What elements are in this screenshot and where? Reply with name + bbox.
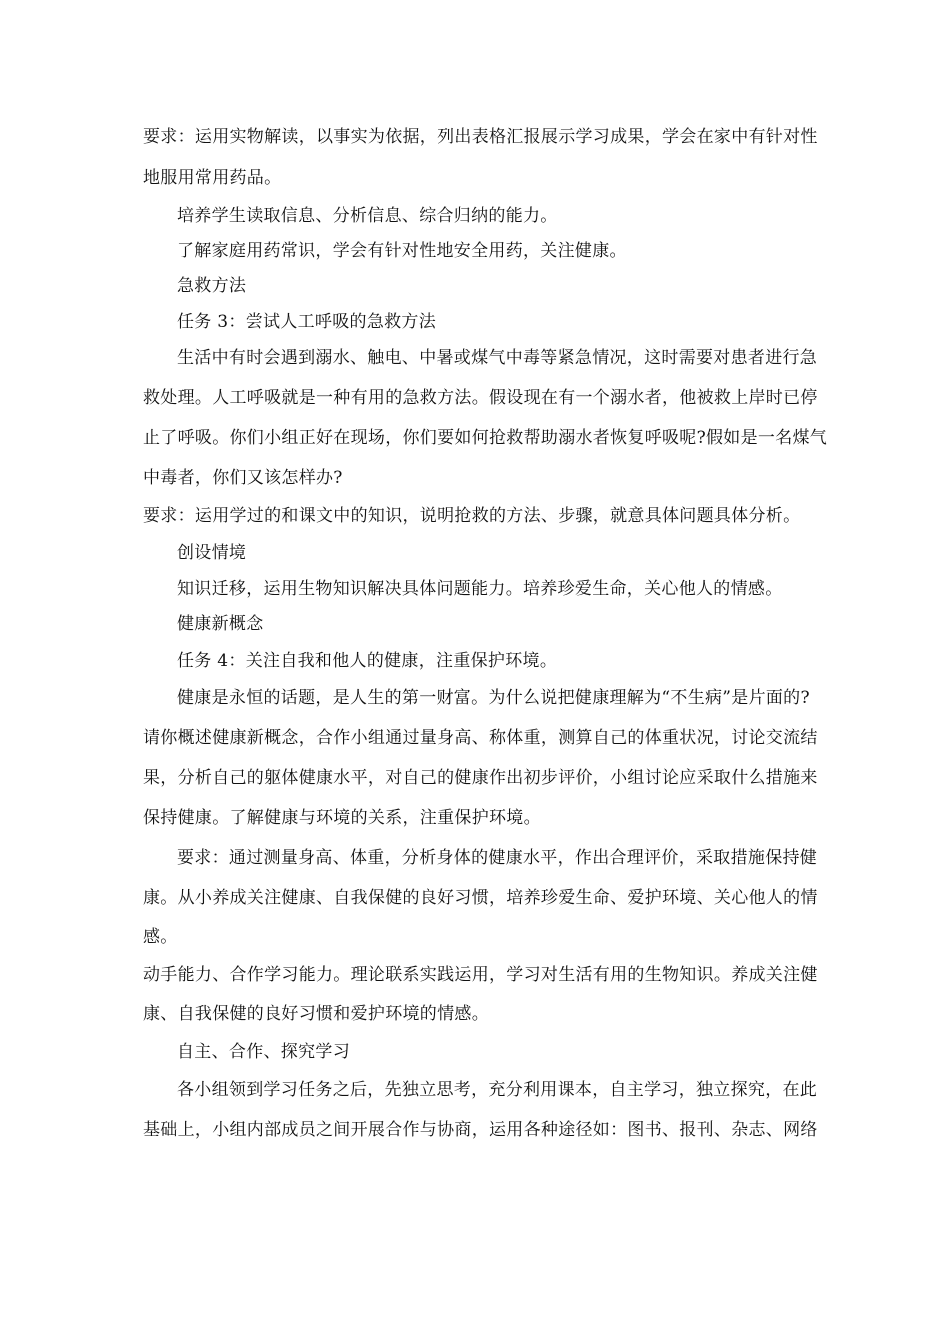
section-heading: 自主、合作、探究学习	[177, 1042, 350, 1062]
paragraph-line: 感。	[143, 927, 178, 947]
paragraph-line: 地服用常用药品。	[143, 168, 282, 188]
task-heading: 任务 3：尝试人工呼吸的急救方法	[177, 312, 437, 332]
section-heading: 健康新概念	[177, 614, 264, 634]
paragraph-line: 健康是永恒的话题，是人生的第一财富。为什么说把健康理解为“不生病”是片面的?	[177, 688, 810, 708]
paragraph-line: 基础上，小组内部成员之间开展合作与协商，运用各种途径如：图书、报刊、杂志、网络	[143, 1120, 818, 1140]
paragraph-line: 要求：运用学过的和课文中的知识，说明抢救的方法、步骤，就意具体问题具体分析。	[143, 506, 801, 526]
paragraph-line: 知识迁移，运用生物知识解决具体问题能力。培养珍爱生命，关心他人的情感。	[177, 579, 783, 599]
section-heading: 创设情境	[177, 543, 247, 563]
paragraph-line: 生活中有时会遇到溺水、触电、中暑或煤气中毒等紧急情况，这时需要对患者进行急	[177, 348, 818, 368]
paragraph-line: 要求：运用实物解读，以事实为依据，列出表格汇报展示学习成果，学会在家中有针对性	[143, 127, 818, 147]
section-heading: 急救方法	[177, 276, 247, 296]
paragraph-line: 止了呼吸。你们小组正好在现场，你们要如何抢救帮助溺水者恢复呼吸呢?假如是一名煤气	[143, 428, 828, 448]
paragraph-line: 果，分析自己的躯体健康水平，对自己的健康作出初步评价，小组讨论应采取什么措施来	[143, 768, 818, 788]
paragraph-line: 保持健康。了解健康与环境的关系，注重保护环境。	[143, 808, 541, 828]
paragraph-line: 请你概述健康新概念，合作小组通过量身高、称体重，测算自己的体重状况，讨论交流结	[143, 728, 818, 748]
paragraph-line: 康。从小养成关注健康、自我保健的良好习惯，培养珍爱生命、爱护环境、关心他人的情	[143, 888, 818, 908]
paragraph-line: 培养学生读取信息、分析信息、综合归纳的能力。	[177, 206, 558, 226]
paragraph-line: 要求：通过测量身高、体重，分析身体的健康水平，作出合理评价，采取措施保持健	[177, 848, 818, 868]
paragraph-line: 中毒者，你们又该怎样办?	[143, 468, 343, 488]
paragraph-line: 救处理。人工呼吸就是一种有用的急救方法。假设现在有一个溺水者，他被救上岸时已停	[143, 388, 818, 408]
paragraph-line: 康、自我保健的良好习惯和爱护环境的情感。	[143, 1004, 489, 1024]
paragraph-line: 动手能力、合作学习能力。理论联系实践运用，学习对生活有用的生物知识。养成关注健	[143, 965, 818, 985]
paragraph-line: 各小组领到学习任务之后，先独立思考，充分利用课本，自主学习，独立探究，在此	[177, 1080, 818, 1100]
task-heading: 任务 4：关注自我和他人的健康，注重保护环境。	[177, 651, 558, 671]
paragraph-line: 了解家庭用药常识，学会有针对性地安全用药，关注健康。	[177, 241, 627, 261]
